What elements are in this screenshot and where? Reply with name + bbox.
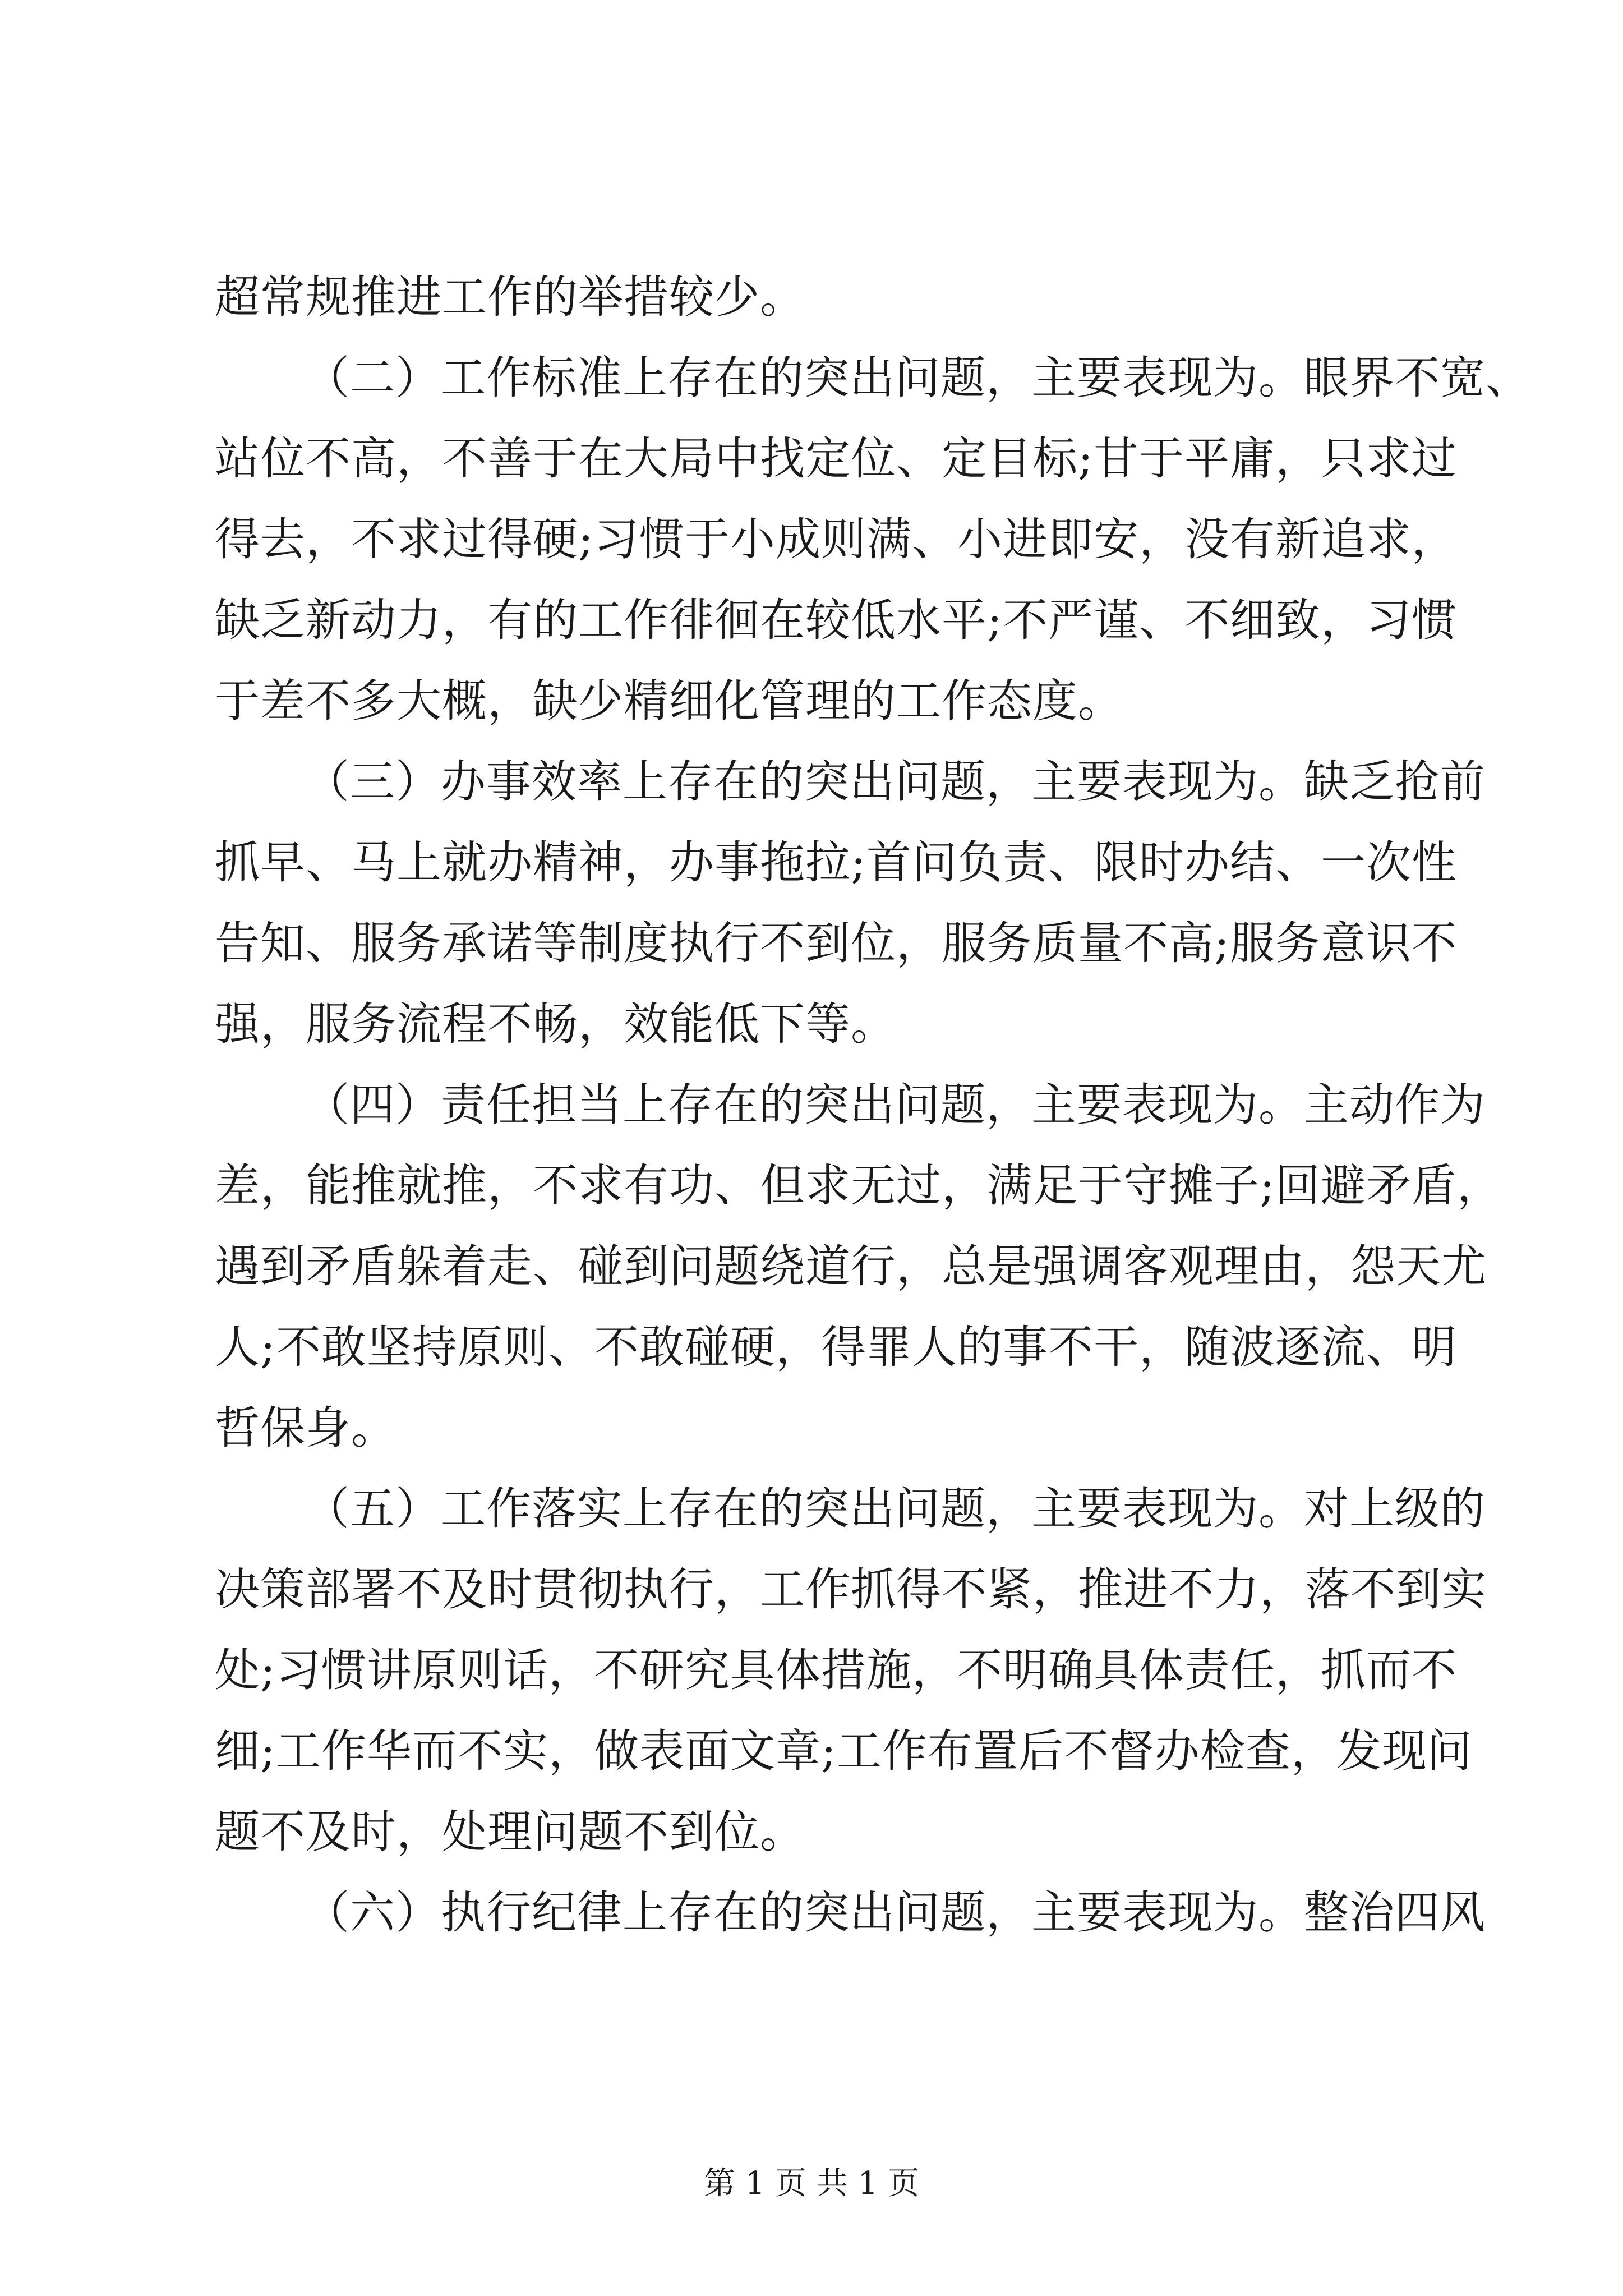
text-line: 细;工作华而不实，做表面文章;工作布置后不督办检查，发现问: [215, 1725, 1473, 1777]
page-footer: 第 1 页 共 1 页: [703, 2165, 920, 2202]
text-line: 得去，不求过得硬;习惯于小成则满、小进即安，没有新追求，: [215, 513, 1457, 565]
text-line: 哲保身。: [215, 1402, 396, 1454]
paragraph-first-line: （三）办事效率上存在的突出问题，主要表现为。缺乏抢前: [305, 756, 1486, 808]
paragraph-first-line: （五）工作落实上存在的突出问题，主要表现为。对上级的: [305, 1483, 1486, 1535]
text-line: 遇到矛盾躲着走、碰到问题绕道行，总是强调客观理由，怨天尤: [215, 1240, 1487, 1292]
paragraph-first-line: （二）工作标准上存在的突出问题，主要表现为。眼界不宽、: [305, 352, 1531, 404]
text-line: 超常规推进工作的举措较少。: [215, 271, 805, 323]
paragraph-first-line: （六）执行纪律上存在的突出问题，主要表现为。整治四风: [305, 1887, 1486, 1939]
document-body: [215, 257, 1531, 1953]
paragraph-first-line: （四）责任担当上存在的突出问题，主要表现为。主动作为: [305, 1079, 1486, 1131]
text-line: 于差不多大概，缺少精细化管理的工作态度。: [215, 675, 1123, 727]
text-line: 强，服务流程不畅，效能低下等。: [215, 998, 896, 1050]
text-line: 告知、服务承诺等制度执行不到位，服务质量不高;服务意识不: [215, 917, 1457, 969]
text-line: 处;习惯讲原则话，不研究具体措施，不明确具体责任，抓而不: [215, 1644, 1457, 1696]
text-line: 抓早、马上就办精神，办事拖拉;首问负责、限时办结、一次性: [215, 836, 1457, 889]
text-line: 人;不敢坚持原则、不敢碰硬，得罪人的事不干，随波逐流、明: [215, 1321, 1457, 1373]
text-line: 决策部署不及时贯彻执行，工作抓得不紧，推进不力，落不到实: [215, 1563, 1487, 1616]
text-line: 题不及时，处理问题不到位。: [215, 1806, 805, 1858]
text-line: 差，能推就推，不求有功、但求无过，满足于守摊子;回避矛盾，: [215, 1159, 1502, 1212]
text-line: 缺乏新动力，有的工作徘徊在较低水平;不严谨、不细致，习惯: [215, 594, 1457, 646]
text-line: 站位不高，不善于在大局中找定位、定目标;甘于平庸，只求过: [215, 432, 1457, 485]
